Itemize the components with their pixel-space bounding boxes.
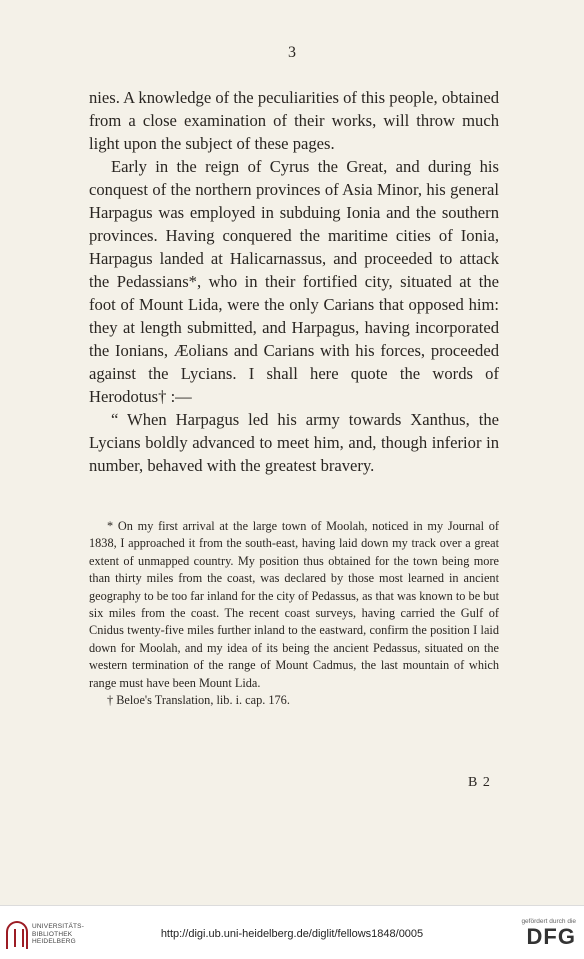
footnote-1: * On my first arrival at the large town of Moolah, noticed in my Journal of 1838, I approached it from the south-east, having laid down my track over a great extent of unmapped country. My position thus obtained for the town being more than thirty miles from the coast, was declared by those most learned in ancient geography to be too far inland for the city of Pedassus, as that was known to be but six miles from the coast. The recent coast surveys, having carried the Gulf of Cnidus twenty-five miles further inland to the eastward, confirm the position I laid down for Moolah, and my idea of its being the ancient Pedassus, situated on the western termination of the range of Mount Cadmus, the last mountain of which range must have been Mount Lida. — [89, 519, 499, 690]
paragraph-3: “ When Harpagus led his army towards Xanthus, the Lycians boldly advanced to meet him, and, though inferior in number, behaved with the greatest bravery. — [89, 410, 499, 475]
library-name: UNIVERSITÄTS- BIBLIOTHEK HEIDELBERG — [32, 923, 85, 945]
footnote-2: † Beloe's Translation, lib. i. cap. 176. — [107, 693, 290, 708]
page-number: 3 — [288, 44, 296, 61]
paragraph-2: Early in the reign of Cyrus the Great, and during his conquest of the northern provinces of Asia Minor, his general Harpagus was employed in subduing Ionia and the southern provinces. Having conquered the maritime cities of Ionia, Harpagus landed at Halicarnassus, and proceeded to attack the Pedassians*, who in their fortified city, situated at the foot of Mount Lida, were the only Carians that opposed him: they at length submitted, and Harpagus, having incorporated the Ionians, Æolians and Carians with his forces, proceeded against the Lycians. I shall here quote the words of Herodotus† :— — [89, 157, 499, 406]
dfg-wordmark: DFG — [526, 924, 576, 949]
dfg-logo[interactable] — [510, 918, 576, 949]
funded-by-label: gefördert durch die — [521, 918, 576, 925]
footnotes — [89, 518, 499, 709]
viewer-footer — [0, 905, 584, 959]
source-url-link[interactable]: http://digi.ub.uni-heidelberg.de/diglit/fellows1848/0005 — [160, 928, 424, 940]
paragraph-1: nies. A knowledge of the peculiarities of this people, obtained from a close examination of their works, will throw much light upon the subject of these pages. — [89, 88, 499, 153]
signature-mark: B 2 — [468, 775, 491, 790]
body-text — [89, 86, 499, 477]
